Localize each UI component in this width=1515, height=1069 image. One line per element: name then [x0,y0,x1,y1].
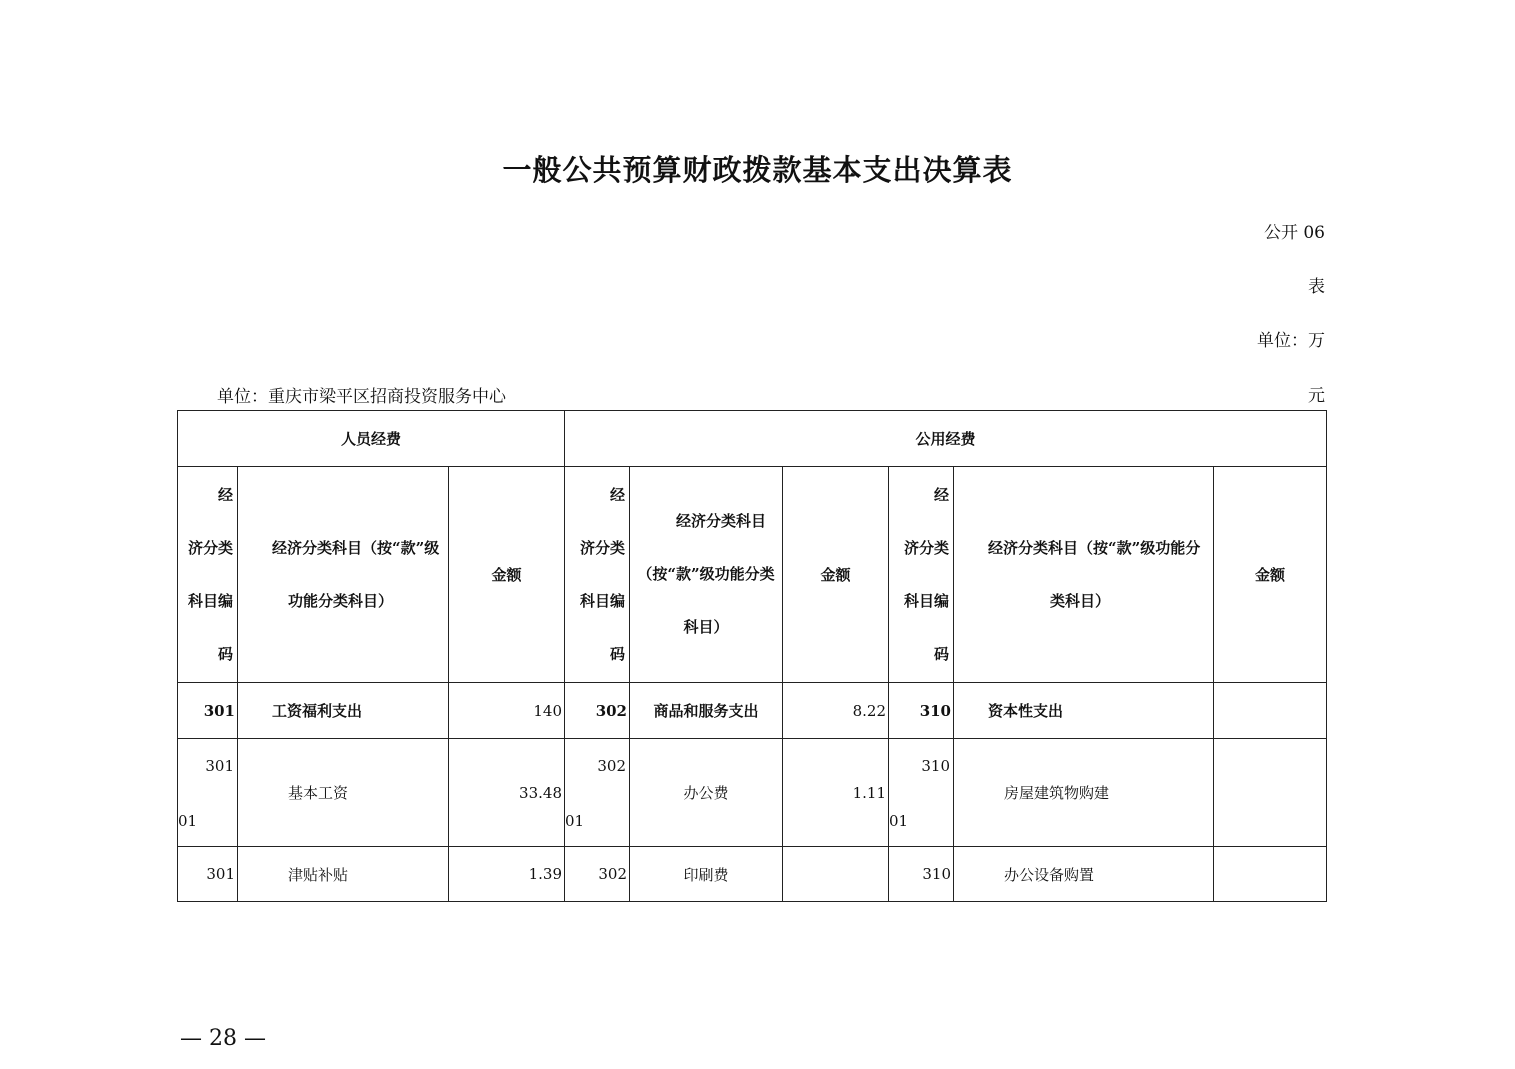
capital-subject: 房屋建筑物购建 [954,739,1214,847]
personnel-subject: 基本工资 [238,739,449,847]
capital-code: 310 01 [889,739,954,847]
personnel-subject: 工资福利支出 [238,683,449,739]
col-header-code-public: 经 济分类 科目编 码 [565,467,630,683]
unit-right-line2: 元 [1308,386,1325,406]
group-header-row [178,411,1327,467]
capital-amount [1214,847,1327,902]
document-title: 一般公共预算财政拨款基本支出决算表 [502,153,1013,187]
personnel-code: 301 01 [178,739,238,847]
capital-amount [1214,739,1327,847]
page-number: — 28 — [180,1026,266,1051]
col-header-code-personnel: 经 济分类 科目编 码 [178,467,238,683]
col-header-amount-public: 金额 [783,467,889,683]
group-personnel-header: 人员经费 [178,411,565,467]
public-amount [783,847,889,902]
public-subject: 办公费 [630,739,783,847]
personnel-subject: 津贴补贴 [238,847,449,902]
col-header-subject-public: 经济分类科目 （按“款”级功能分类 科目） [630,467,783,683]
personnel-code: 301 [178,847,238,902]
public-code: 302 [565,683,630,739]
table-row [178,847,1327,902]
capital-code: 310 [889,683,954,739]
capital-subject: 资本性支出 [954,683,1214,739]
group-public-header: 公用经费 [565,411,1327,467]
col-header-subject-capital: 经济分类科目（按“款”级功能分 类科目） [954,467,1214,683]
budget-table [177,410,1327,902]
column-header-row [178,467,1327,683]
col-header-code-capital: 经 济分类 科目编 码 [889,467,954,683]
personnel-amount: 33.48 [449,739,565,847]
col-header-amount-capital: 金额 [1214,467,1327,683]
public-code: 302 01 [565,739,630,847]
unit-organization: 单位：重庆市梁平区招商投资服务中心 [217,387,506,407]
public-subject: 商品和服务支出 [630,683,783,739]
personnel-amount: 140 [449,683,565,739]
public-subject: 印刷费 [630,847,783,902]
personnel-code: 301 [178,683,238,739]
public-code: 302 [565,847,630,902]
col-header-subject-personnel: 经济分类科目（按“款”级 功能分类科目） [238,467,449,683]
table-number-line1: 公开 06 [1263,223,1325,243]
col-header-amount-personnel: 金额 [449,467,565,683]
table-row [178,739,1327,847]
public-amount: 1.11 [783,739,889,847]
public-amount: 8.22 [783,683,889,739]
table-row [178,683,1327,739]
capital-subject: 办公设备购置 [954,847,1214,902]
capital-code: 310 [889,847,954,902]
table-number-line2: 表 [1308,277,1325,297]
unit-right-line1: 单位：万 [1257,331,1325,351]
capital-amount [1214,683,1327,739]
personnel-amount: 1.39 [449,847,565,902]
